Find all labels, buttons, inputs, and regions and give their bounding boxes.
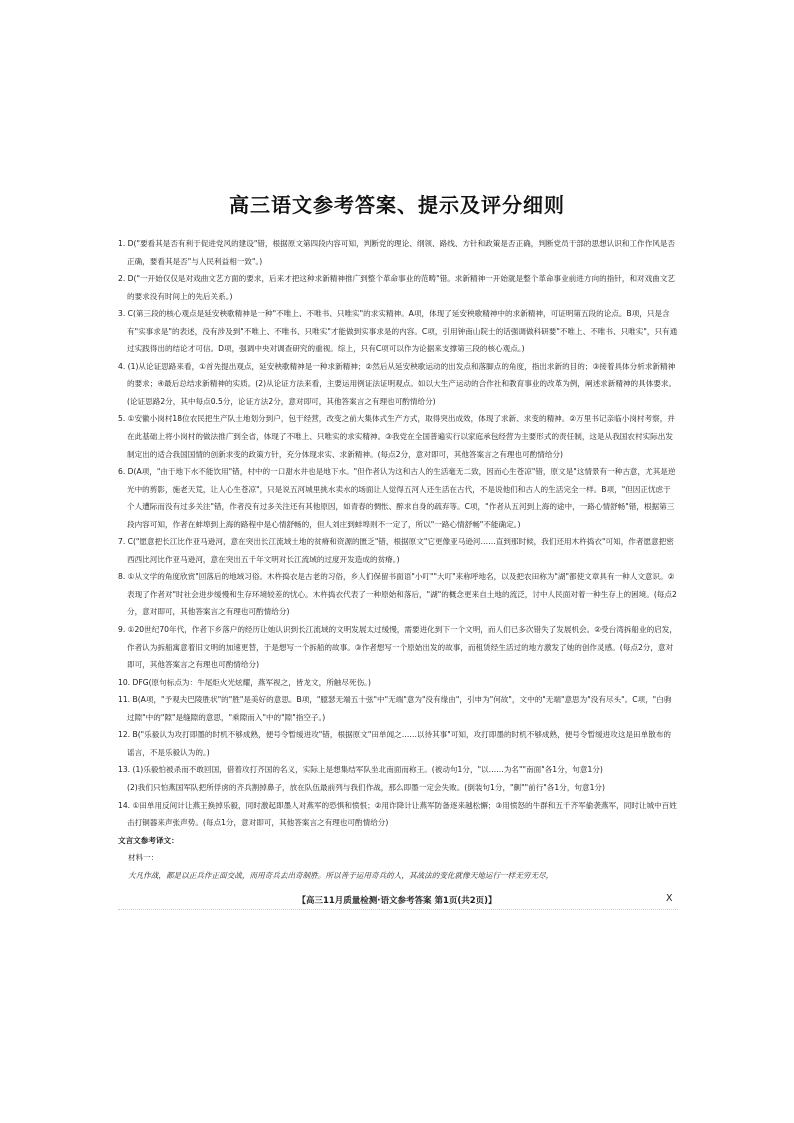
- translation-heading: 文言文参考译文：: [118, 835, 179, 845]
- answer-item-4: 4. (1)从论证思路来看，①首先提出观点，延安秧歌精神是一种求新精神；②然后从延安秧歌运动的出发点和落脚点的角度，指出求新的目的；③接着具体分析求新精神的要求；④最后总结求新精神的实质。(2)从论证方法来看，主要运用例证法证明观点。如以大生产运动的合作社和教育事业的改革为例，阐述求新精神的具体要求。(论证思路2分，其中每点0.5分，论证方法2分，意对即可，其他答案言之有理也可酌情给分): [118, 361, 677, 406]
- answer-item-11: 11. B(A项，"予观夫巴陵胜状"的"胜"是美好的意思。B项，"臆瑟无端五十弦"中"无端"意为"没有缘由"，引申为"何故"，文中的"无端"意思为"没有尽头"。C项，"白驹过隙"中的"隙"是缝隙的意思，"乘隙而入"中的"隙"指空子。): [118, 695, 672, 722]
- answer-item-1: 1. D("要看其是否有利于促进党风的建设"错，根据原文第四段内容可知，判断党的理论、纲领、路线、方针和政策是否正确，判断党员干部的思想认识和工作作风是否正确，要看其是否"与人民利益相一致"。): [118, 239, 676, 266]
- answer-item-2: 2. D("一开始仅仅是对戏曲文艺方面的要求，后来才把这种求新精神推广到整个革命事业的范畴"错。求新精神一开始就是整个革命事业前进方向的指针，和对戏曲文艺的要求没有时间上的先后关系。): [118, 274, 676, 301]
- page-footer: 【高三11月质量检测·语文参考答案 第1页(共2页)】: [297, 896, 497, 906]
- page-title: 高三语文参考答案、提示及评分细则: [229, 193, 565, 217]
- answer-item-12: 12. B("乐毅认为攻打即墨的时机不够成熟，便号令暂缓进攻"错，根据原文"田单闻之……以待其事"可知，攻打即墨的时机不够成熟，便号令暂缓进攻这是田单散布的谣言，不是乐毅认为的。): [118, 730, 672, 757]
- answer-item-9: 9. ①20世纪70年代，作者下乡落户的经历让她认识到长江流域的文明发展太过缓慢，需要进化到下一个文明，而人们已多次错失了发展机会。②受台湾拆船业的启发，作者认为拆船寓意着旧文明的加速更替，于是想写一个拆船的故事。③作者想写一个原始出发的故事，而租赁经生活过的地方激发了她的创作灵感。(每点2分，意对即可，其他答案言之有理也可酌情给分): [118, 625, 677, 670]
- answer-item-14: 14. ①田单用反间计让燕王换掉乐毅，同时激起即墨人对燕军的恐惧和愤恨；②用诈降计让燕军防备逐来越松懈；③用愤怒的牛群和五千齐军偷袭燕军，同时让城中百姓击打铜器来声张声势。(每点1分，意对即可，其他答案言之有理也可酌情给分): [118, 800, 677, 828]
- answer-item-3: 3. C(第三段的核心观点是延安秧歌精神是一种"不唯上、不唯书、只唯实"的求实精神。A项，体现了延安秧歌精神中的求新精神，可证明第五段的论点。B项，只是含有"实事求是"的表述，没有涉及到"不唯上、不唯书、只唯实"才能做到实事求是的内容。C项，引用钟南山院士的话强调做科研要"不唯上、不唯书、只唯实"，只有通过实践得出的结论才可信。D项，强调中央对调查研究的重视。综上，只有C项可以作为论据来支撑第三段的核心观点。): [118, 309, 678, 354]
- answer-item-10: 10. DFG(原句标点为：牛尾炬火光炫耀，燕军视之，皆龙文，所触尽死伤。): [118, 677, 371, 687]
- answer-content: [118, 235, 678, 884]
- footer-mark: X: [666, 893, 673, 904]
- footer-divider: [118, 909, 678, 910]
- answer-item-8: 8. ①从文学的角度欣赏"回落后的地域习俗。木杵捣衣是古老的习俗，乡人们保留书面语"小叮""大叮"来称呼地名，以及把农田称为"湖"都使文章具有一种人文意识。②表现了作者对"时社会进步缓慢和生存环境较差的忧心。木杵捣衣代表了一种原始和落后，"湖"的概念更来自土地的流泛，讨中人民面对着一种生存上的困境。(每点2分，意对即可，其他答案言之有理也可酌情给分): [118, 572, 677, 617]
- answer-item-13: 13. (1)乐毅怕被杀而不敢回国，借着攻打齐国的名义，实际上是想集结军队坐北南面而称王。(被动句1分，"以……为名""南面"各1分，句意1分): [118, 765, 603, 775]
- answer-item-7: 7. C("愿意把长江比作亚马逊河，意在突出长江流域土地的贫瘠和资源的匮乏"错，根据原文"它更像亚马逊河……直到那时候，我们还用木杵捣衣"可知，作者愿意把密西西比河比作亚马逊河，意在突出五千年文明对长江流域的过度开发造成的贫瘠。): [118, 537, 674, 564]
- answer-item-6: 6. D(A项，"由于地下水不能饮用"错，村中的一口甜水井也是地下水。"但作者认为这和古人的生活毫无二致，因而心生苍凉"错，原文是"这情景有一种古意，尤其是逆光中的剪影，施老天荒，让人心生苍凉"，只是说五河城里挑水卖水的场面让人觉得五河人还生活在古代，不是说他们和古人的生活完全一样。B项，"但因正忧虑于个人遭际而没有过多关注"错，作者没有过多关注还有其他原因，如青春的惆怅、醉求自身的疏弃等。C项，"作者从五河到上海的途中，一路心情舒畅"错，根据第三段内容可知，作者在蚌埠到上海的路程中是心情舒畅的，但人刘庄到蚌埠则不一定了，所以"一路心情舒畅"不能确定。): [118, 467, 676, 529]
- material-label: 材料一：: [128, 853, 159, 863]
- material-text: 大凡作战，都是以正兵作正面交战，而用奇兵去出奇制胜。所以善于运用奇兵的人，其战法的变化就像天地运行一样无穷无尽，: [128, 870, 554, 880]
- answer-item-5: 5. ①安徽小岗村18位农民把生产队土地划分到户，包干经营，改变之前大集体式生产方式，取得突出成效，体现了求新、求变的精神。②万里书记亲临小岗村考察，并在此基础上将小岗村的做法推广到全省，体现了不唯上、只唯实的求实精神。③我党在全国普遍实行以家庭承包经营为主要形式的责任制，这是从我国农村实际出发制定出的适合我国国情的创新求变的政策方针，充分体现求实、求新精神。(每点2分，意对即可，其他答案言之有理也可酌情给分): [118, 414, 675, 459]
- answer-item-13-part-2: (2)我们只怕燕国军队把所俘虏的齐兵割掉鼻子，放在队伍最前列与我们作战，那么即墨一定会失败。(倒装句1分，"劓""前行"各1分，句意1分): [127, 782, 605, 792]
